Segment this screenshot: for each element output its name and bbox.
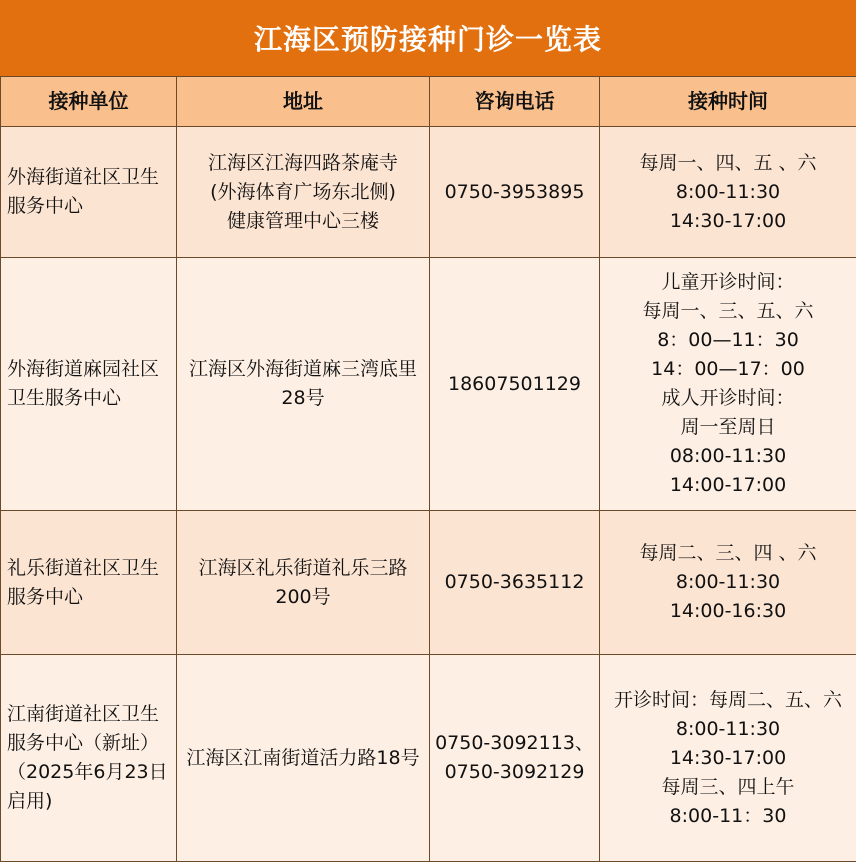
clinic-table	[0, 76, 856, 862]
cell-line: 8:00-11：30	[669, 804, 787, 827]
header-address: 地址	[177, 77, 430, 127]
cell-unit	[1, 511, 177, 655]
cell-line: 8:00-11:30	[675, 180, 781, 203]
table-row	[1, 655, 856, 862]
cell-unit	[1, 127, 177, 258]
cell-hours	[600, 511, 856, 655]
cell-line: 服务中心	[7, 195, 84, 217]
cell-line: 14:30-17:00	[669, 746, 787, 769]
cell-phone	[430, 258, 600, 511]
table-row	[1, 258, 856, 511]
cell-line: 江海区江海四路茶庵寺	[207, 151, 398, 174]
cell-line: 启用)	[7, 790, 53, 812]
cell-line: 礼乐街道社区卫生	[7, 556, 160, 579]
cell-line: 200号	[275, 585, 331, 608]
cell-line: 每周一、三、五、六	[642, 300, 814, 322]
cell-line: 0750-3953895	[444, 180, 585, 203]
cell-address	[177, 258, 430, 511]
table-header-row	[1, 77, 856, 127]
cell-line: 14:00-17:00	[669, 474, 787, 496]
cell-line: 18607501129	[448, 372, 581, 395]
cell-line: 每周一、四、五 、六	[639, 151, 817, 174]
cell-address	[177, 511, 430, 655]
cell-line: 0750-3092113、	[435, 732, 594, 754]
cell-line: 周一至周日	[680, 416, 776, 438]
cell-hours	[600, 258, 856, 511]
table-row	[1, 127, 856, 258]
cell-line: 14:30-17:00	[669, 209, 787, 232]
cell-hours	[600, 127, 856, 258]
cell-line: 0750-3092129	[444, 761, 585, 783]
cell-line: 健康管理中心三楼	[226, 209, 379, 232]
cell-line: 8：00—11：30	[657, 329, 799, 351]
cell-address	[177, 127, 430, 258]
cell-address	[177, 655, 430, 862]
cell-line: 开诊时间：每周二、五、六	[613, 688, 842, 711]
cell-line: 江南街道社区卫生	[7, 703, 160, 725]
cell-line: 每周三、四上午	[661, 775, 795, 798]
cell-line: 8:00-11:30	[675, 717, 781, 740]
cell-line: 江海区江南街道活力路18号	[186, 746, 420, 769]
cell-line: 儿童开诊时间：	[661, 271, 795, 293]
cell-line: 成人开诊时间：	[661, 387, 795, 409]
cell-line: 卫生服务中心	[7, 387, 122, 409]
cell-line: 08:00-11:30	[669, 445, 787, 467]
cell-line: 服务中心	[7, 585, 84, 608]
cell-phone	[430, 127, 600, 258]
cell-line: 0750-3635112	[444, 571, 585, 593]
cell-line: 服务中心（新址）	[7, 732, 160, 754]
header-hours: 接种时间	[600, 77, 856, 127]
cell-line: （2025年6月23日	[7, 761, 168, 783]
cell-line: 外海街道社区卫生	[7, 166, 160, 188]
header-unit: 接种单位	[1, 77, 177, 127]
cell-phone	[430, 511, 600, 655]
table-row	[1, 511, 856, 655]
cell-line: 江海区礼乐街道礼乐三路	[198, 556, 408, 579]
cell-line: 14:00-16:30	[669, 600, 787, 622]
header-phone: 咨询电话	[430, 77, 600, 127]
cell-line: 28号	[281, 387, 325, 409]
page-title: 江海区预防接种门诊一览表	[0, 0, 856, 76]
cell-line: 江海区外海街道麻三湾底里	[188, 358, 417, 380]
cell-hours	[600, 655, 856, 862]
cell-line: 14：00—17：00	[651, 358, 805, 380]
cell-unit	[1, 655, 177, 862]
cell-line: 外海街道麻园社区	[7, 358, 160, 380]
cell-phone	[430, 655, 600, 862]
cell-line: 每周二、三、四 、六	[639, 542, 817, 564]
cell-line: (外海体育广场东北侧)	[210, 180, 396, 203]
cell-unit	[1, 258, 177, 511]
cell-line: 8:00-11:30	[675, 571, 781, 593]
